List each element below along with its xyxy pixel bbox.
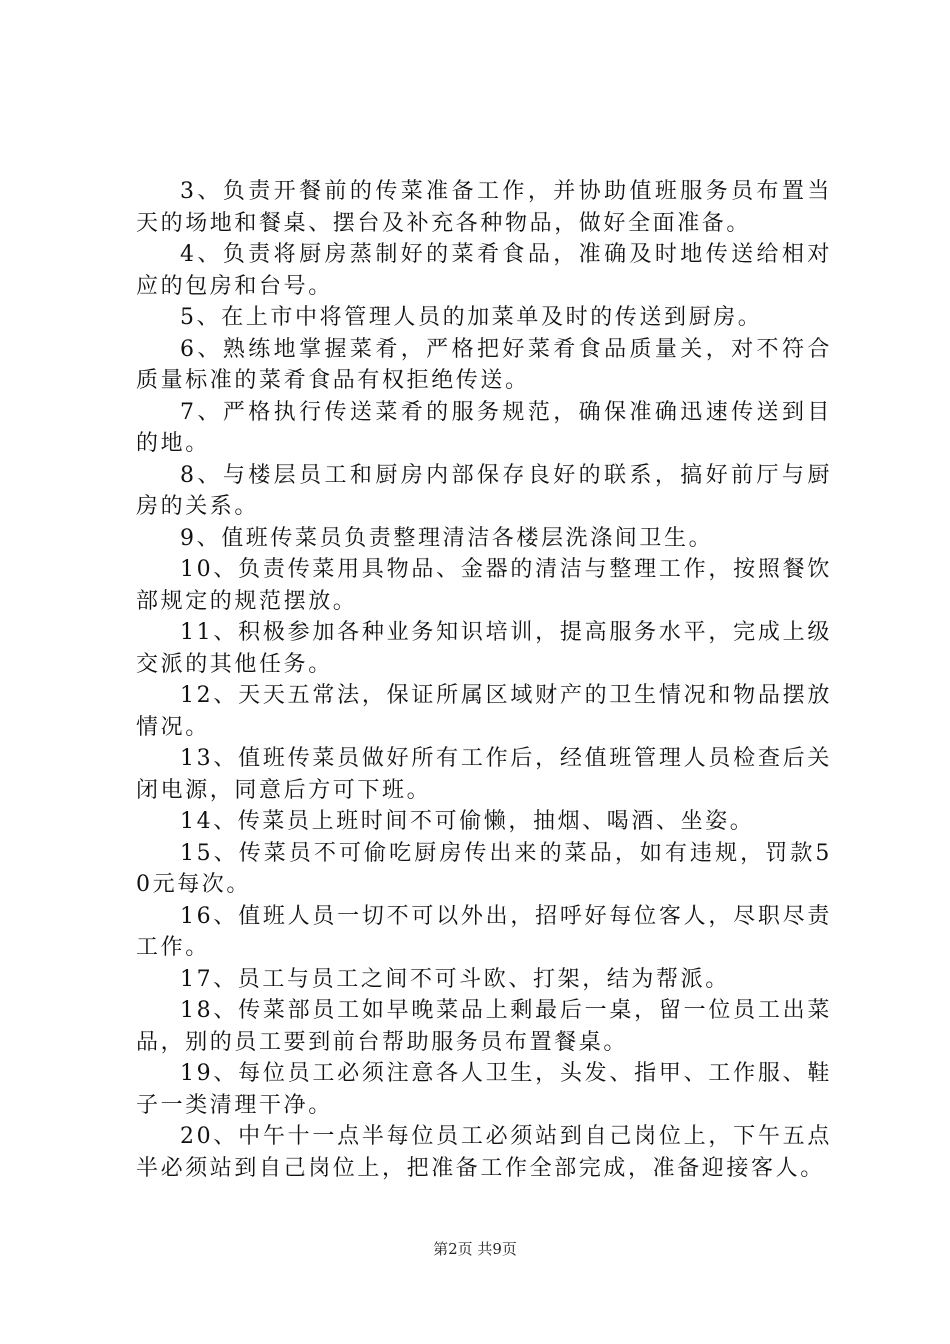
page-number-footer: 第2页 共9页 [433, 1240, 517, 1258]
paragraph-item-13: 13、值班传菜员做好所有工作后，经值班管理人员检查后关闭电源，同意后方可下班。 [136, 746, 832, 803]
paragraph-item-17: 17、员工与员工之间不可斗欧、打架，结为帮派。 [180, 966, 730, 992]
paragraph-item-4: 4、负责将厨房蒸制好的菜肴食品，准确及时地传送给相对应的包房和台号。 [136, 242, 832, 299]
paragraph-item-5: 5、在上市中将管理人员的加菜单及时的传送到厨房。 [180, 305, 763, 330]
paragraph-item-10: 10、负责传菜用具物品、金器的清洁与整理工作，按照餐饮部规定的规范摆放。 [136, 557, 832, 614]
paragraph-item-6: 6、熟练地掌握菜肴，严格把好菜肴食品质量关，对不符合质量标准的菜肴食品有权拒绝传送。 [136, 336, 832, 393]
paragraph-item-7: 7、严格执行传送菜肴的服务规范，确保准确迅速传送到目的地。 [136, 399, 832, 456]
paragraph-item-19: 19、每位员工必须注意各人卫生，头发、指甲、工作服、鞋子一类清理干净。 [136, 1061, 832, 1118]
paragraph-item-20: 20、中午十一点半每位员工必须站到自己岗位上，下午五点半必须站到自己岗位上，把准备工作全部完成，准备迎接客人。 [136, 1124, 832, 1181]
paragraph-item-15: 15、传菜员不可偷吃厨房传出来的菜品，如有违规，罚款50元每次。 [136, 840, 832, 897]
document-body [136, 176, 832, 1184]
paragraph-item-8: 8、与楼层员工和厨房内部保存良好的联系，搞好前厅与厨房的关系。 [136, 462, 832, 519]
paragraph-item-18: 18、传菜部员工如早晚菜品上剩最后一桌，留一位员工出菜品，别的员工要到前台帮助服务员布置餐桌。 [136, 998, 832, 1055]
paragraph-item-9: 9、值班传菜员负责整理清洁各楼层洗涤间卫生。 [180, 525, 714, 551]
paragraph-item-12: 12、天天五常法，保证所属区域财产的卫生情况和物品摆放情况。 [136, 683, 832, 740]
paragraph-item-16: 16、值班人员一切不可以外出，招呼好每位客人，尽职尽责工作。 [136, 903, 832, 960]
paragraph-item-3: 3、负责开餐前的传菜准备工作，并协助值班服务员布置当天的场地和餐桌、摆台及补充各种物品，做好全面准备。 [136, 179, 832, 236]
paragraph-item-14: 14、传菜员上班时间不可偷懒，抽烟、喝酒、坐姿。 [180, 809, 755, 834]
paragraph-item-11: 11、积极参加各种业务知识培训，提高服务水平，完成上级交派的其他任务。 [136, 620, 832, 677]
